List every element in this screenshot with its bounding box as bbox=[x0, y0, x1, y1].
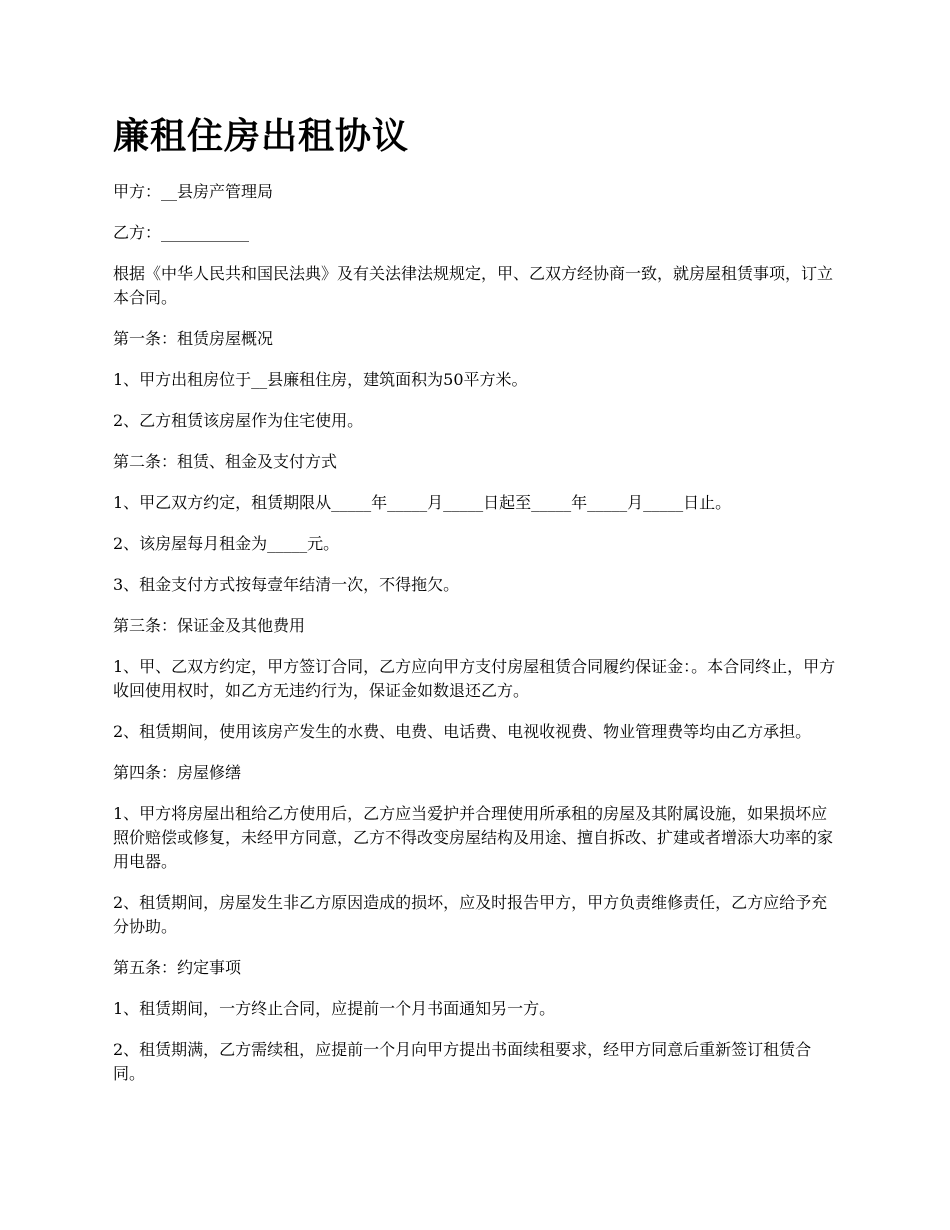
article-2-clause-2: 2、该房屋每月租金为_____元。 bbox=[113, 534, 340, 553]
article-4-clause-1: 1、甲方将房屋出租给乙方使用后，乙方应当爱护并合理使用所承租的房屋及其附属设施，如果损坏应照价赔偿或修复，未经甲方同意，乙方不得改变房屋结构及用途、擅自拆改、扩建或者增添大功率的家用电器。 bbox=[113, 804, 834, 871]
article-3-heading: 第三条：保证金及其他费用 bbox=[113, 616, 306, 635]
article-3-clause-2: 2、租赁期间，使用该房产发生的水费、电费、电话费、电视收视费、物业管理费等均由乙方承担。 bbox=[113, 722, 812, 741]
document-page bbox=[113, 110, 841, 1103]
document-title: 廉租住房出租协议 bbox=[113, 115, 410, 157]
article-5-clause-1: 1、租赁期间，一方终止合同，应提前一个月书面通知另一方。 bbox=[113, 999, 556, 1018]
article-1-clause-2: 2、乙方租赁该房屋作为住宅使用。 bbox=[113, 411, 364, 430]
article-5-heading: 第五条：约定事项 bbox=[113, 958, 242, 977]
article-2-heading: 第二条：租赁、租金及支付方式 bbox=[113, 452, 338, 471]
article-3-clause-1: 1、甲、乙双方约定，甲方签订合同，乙方应向甲方支付房屋租赁合同履约保证金：。本合同终止，甲方收回使用权时，如乙方无违约行为，保证金如数退还乙方。 bbox=[113, 657, 836, 700]
article-1-heading: 第一条：租赁房屋概况 bbox=[113, 329, 274, 348]
article-2-clause-3: 3、租金支付方式按每壹年结清一次，不得拖欠。 bbox=[113, 575, 460, 594]
article-4-clause-2: 2、租赁期间，房屋发生非乙方原因造成的损坏，应及时报告甲方，甲方负责维修责任，乙方应给予充分协助。 bbox=[113, 893, 828, 936]
article-5-clause-2: 2、租赁期满，乙方需续租，应提前一个月向甲方提出书面续租要求，经甲方同意后重新签订租赁合同。 bbox=[113, 1040, 812, 1083]
party-b-line: 乙方：___________ bbox=[113, 223, 250, 242]
article-2-clause-1: 1、甲乙双方约定，租赁期限从_____年_____月_____日起至_____年_____月_____日止。 bbox=[113, 493, 732, 512]
party-a-line: 甲方：__县房产管理局 bbox=[113, 182, 274, 201]
article-1-clause-1: 1、甲方出租房位于__县廉租住房，建筑面积为50平方米。 bbox=[113, 370, 528, 389]
preamble-paragraph: 根据《中华人民共和国民法典》及有关法律法规规定，甲、乙双方经协商一致，就房屋租赁事项，订立本合同。 bbox=[113, 264, 834, 307]
article-4-heading: 第四条：房屋修缮 bbox=[113, 763, 242, 782]
